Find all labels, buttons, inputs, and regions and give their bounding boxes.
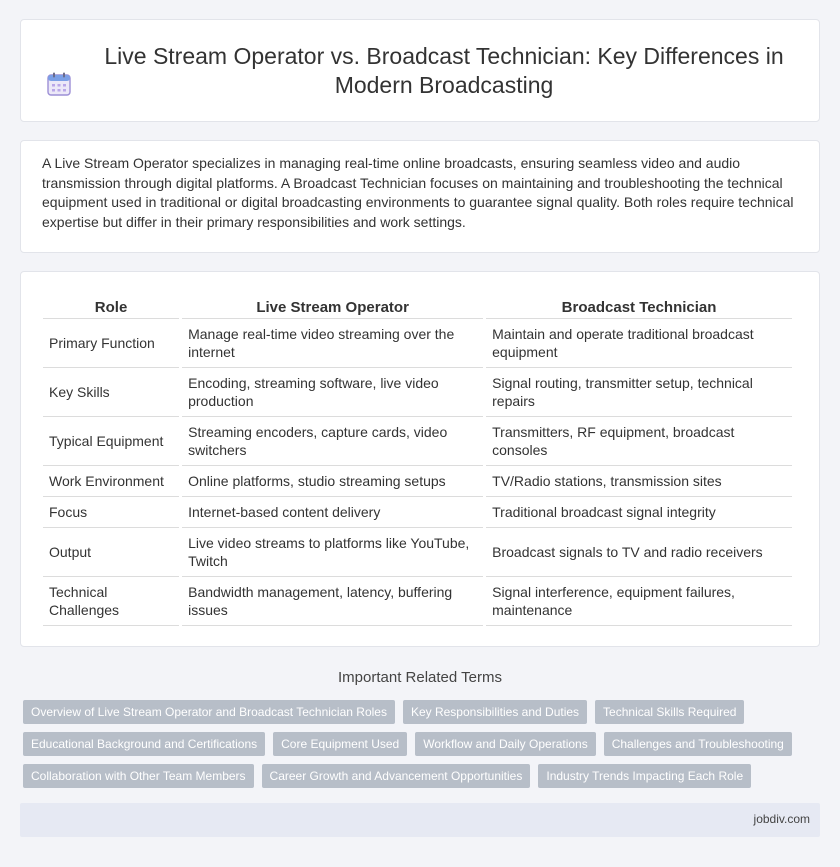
related-term-tag[interactable]: Workflow and Daily Operations <box>415 732 596 756</box>
comparison-card <box>20 271 820 647</box>
table-cell: Work Environment <box>43 466 179 497</box>
table-cell: Streaming encoders, capture cards, video switchers <box>182 417 483 466</box>
intro-card <box>20 140 820 253</box>
column-header-broadcast-technician: Broadcast Technician <box>486 295 792 319</box>
table-cell: Live video streams to platforms like YouTube, Twitch <box>182 528 483 577</box>
table-cell: Primary Function <box>43 319 179 368</box>
table-cell: Bandwidth management, latency, buffering issues <box>182 577 483 626</box>
table-cell: Typical Equipment <box>43 417 179 466</box>
table-row <box>43 368 792 417</box>
page-title: Live Stream Operator vs. Broadcast Technician: Key Differences in Modern Broadcasting <box>104 42 784 98</box>
table-cell: Broadcast signals to TV and radio receivers <box>486 528 792 577</box>
tag-row <box>23 764 813 788</box>
table-row <box>43 319 792 368</box>
table-cell: Output <box>43 528 179 577</box>
tag-row <box>23 732 813 756</box>
table-cell: Online platforms, studio streaming setups <box>182 466 483 497</box>
column-header-live-stream-operator: Live Stream Operator <box>182 295 483 319</box>
comparison-table <box>40 295 795 626</box>
table-cell: Internet-based content delivery <box>182 497 483 528</box>
table-cell: Traditional broadcast signal integrity <box>486 497 792 528</box>
table-row <box>43 528 792 577</box>
related-term-tag[interactable]: Collaboration with Other Team Members <box>23 764 254 788</box>
related-term-tag[interactable]: Industry Trends Impacting Each Role <box>538 764 751 788</box>
table-cell: Focus <box>43 497 179 528</box>
footer-site-link[interactable]: jobdiv.com <box>753 812 810 826</box>
related-terms-title: Important Related Terms <box>338 669 502 686</box>
table-row <box>43 466 792 497</box>
header-card <box>20 19 820 122</box>
table-cell: Signal routing, transmitter setup, technical repairs <box>486 368 792 417</box>
table-row <box>43 417 792 466</box>
related-terms-tags <box>23 700 813 796</box>
table-cell: Signal interference, equipment failures, maintenance <box>486 577 792 626</box>
related-term-tag[interactable]: Technical Skills Required <box>595 700 744 724</box>
table-cell: TV/Radio stations, transmission sites <box>486 466 792 497</box>
intro-text: A Live Stream Operator specializes in managing real-time online broadcasts, ensuring seamless video and audio transmission through digital platforms. A Broadcast Technician focuses on maintaining and troubleshooting the technical equipment used in traditional or digital broadcasting environments to guarantee signal quality. Both roles require technical expertise but differ in their primary responsibilities and work settings. <box>42 155 794 230</box>
related-term-tag[interactable]: Overview of Live Stream Operator and Broadcast Technician Roles <box>23 700 395 724</box>
related-term-tag[interactable]: Key Responsibilities and Duties <box>403 700 587 724</box>
calendar-icon <box>46 71 72 97</box>
tag-row <box>23 700 813 724</box>
related-term-tag[interactable]: Challenges and Troubleshooting <box>604 732 792 756</box>
table-cell: Transmitters, RF equipment, broadcast consoles <box>486 417 792 466</box>
footer <box>20 803 820 837</box>
related-term-tag[interactable]: Core Equipment Used <box>273 732 407 756</box>
column-header-role: Role <box>43 295 179 319</box>
table-header-row <box>43 295 792 319</box>
related-term-tag[interactable]: Educational Background and Certifications <box>23 732 265 756</box>
table-cell: Technical Challenges <box>43 577 179 626</box>
table-cell: Key Skills <box>43 368 179 417</box>
table-row <box>43 577 792 626</box>
related-term-tag[interactable]: Career Growth and Advancement Opportunities <box>262 764 531 788</box>
table-cell: Encoding, streaming software, live video production <box>182 368 483 417</box>
table-cell: Maintain and operate traditional broadcast equipment <box>486 319 792 368</box>
table-cell: Manage real-time video streaming over the internet <box>182 319 483 368</box>
table-row <box>43 497 792 528</box>
